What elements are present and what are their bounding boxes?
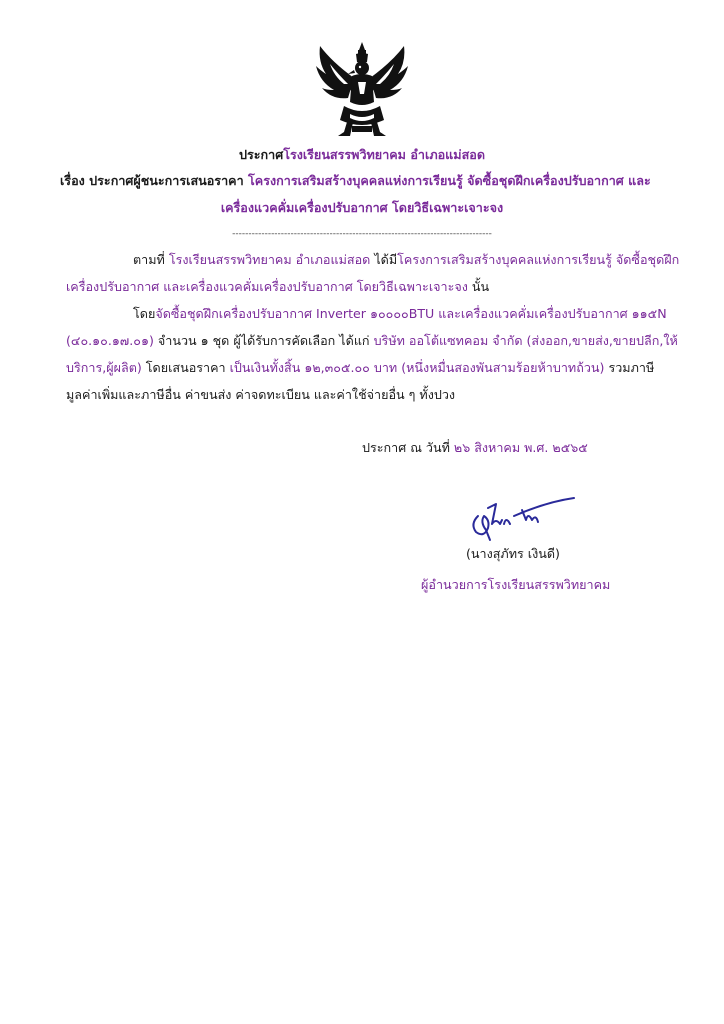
signature-icon — [466, 494, 578, 544]
p1-end: นั้น — [467, 279, 490, 294]
paragraph-2-line-2 — [66, 333, 678, 349]
subject-line-2: เครื่องแวคคั่มเครื่องปรับอากาศ โดยวิธีเฉพาะเจาะจง — [220, 200, 504, 215]
paragraph-1-line-2 — [66, 279, 489, 295]
p2-item: จัดซื้อชุดฝึกเครื่องปรับอากาศ Inverter ๑๐๐๐๐BTU และเครื่องแวคคั่มเครื่องปรับอากาศ ๑๑๕N — [155, 306, 667, 321]
paragraph-1-line-1 — [133, 252, 679, 268]
p2-vendor: บริษัท ออโต้แซทคอม จำกัด (ส่งออก,ขายส่ง,ขายปลีก,ให้ — [373, 333, 678, 348]
subject-prefix: เรื่อง ประกาศผู้ชนะการเสนอราคา — [60, 173, 249, 188]
title-prefix: ประกาศ — [238, 147, 284, 162]
signer-position: ผู้อำนวยการโรงเรียนสรรพวิทยาคม — [421, 577, 611, 592]
p2-code: (๔๐.๑๐.๑๗.๐๑) — [66, 333, 158, 348]
p2-total: เป็นเงินทั้งสิ้น ๑๒,๓๐๕.๐๐ บาท (หนึ่งหมื่นสองพันสามร้อยห้าบาทถ้วน) — [229, 360, 609, 375]
title-school: โรงเรียนสรรพวิทยาคม อำเภอแม่สอด — [283, 147, 486, 162]
p1-mid: ได้มี — [374, 252, 398, 267]
garuda-emblem-icon — [314, 40, 410, 140]
announce-label: ประกาศ ณ วันที่ — [362, 440, 454, 455]
p2-selected-label: ผู้ได้รับการคัดเลือก ได้แก่ — [233, 333, 374, 348]
signer-name: (นางสุภัทร เงินดี) — [466, 546, 560, 561]
p2-quantity: จำนวน ๑ ชุด — [157, 333, 234, 348]
paragraph-2-line-1 — [133, 306, 667, 322]
divider-line: -------------------------------------------------------------------------------- — [232, 229, 492, 239]
p2-bid-label: โดยเสนอราคา — [145, 360, 230, 375]
paragraph-2-line-3 — [66, 360, 654, 376]
p1-project: โครงการเสริมสร้างบุคคลแห่งการเรียนรู้ จัดซื้อชุดฝึก — [397, 252, 680, 267]
p1-school: โรงเรียนสรรพวิทยาคม อำเภอแม่สอด — [168, 252, 375, 267]
subject-project: โครงการเสริมสร้างบุคคลแห่งการเรียนรู้ จัดซื้อชุดฝึกเครื่องปรับอากาศ และ — [248, 173, 651, 188]
p1-line2: เครื่องปรับอากาศ และเครื่องแวคคั่มเครื่องปรับอากาศ โดยวิธีเฉพาะเจาะจง — [66, 279, 468, 294]
p1-prefix: ตามที่ — [133, 252, 169, 267]
p2-vendor-cont: บริการ,ผู้ผลิต) — [66, 360, 146, 375]
p2-vat-label: รวมภาษี — [608, 360, 655, 375]
paragraph-2-line-4: มูลค่าเพิ่มและภาษีอื่น ค่าขนส่ง ค่าจดทะเบียน และค่าใช้จ่ายอื่น ๆ ทั้งปวง — [66, 387, 456, 402]
announce-date-line — [362, 440, 588, 456]
announce-date: ๒๖ สิงหาคม พ.ศ. ๒๕๖๕ — [453, 440, 588, 455]
announcement-title — [0, 147, 724, 163]
p2-prefix: โดย — [133, 306, 156, 321]
subject-line-1 — [60, 173, 651, 189]
